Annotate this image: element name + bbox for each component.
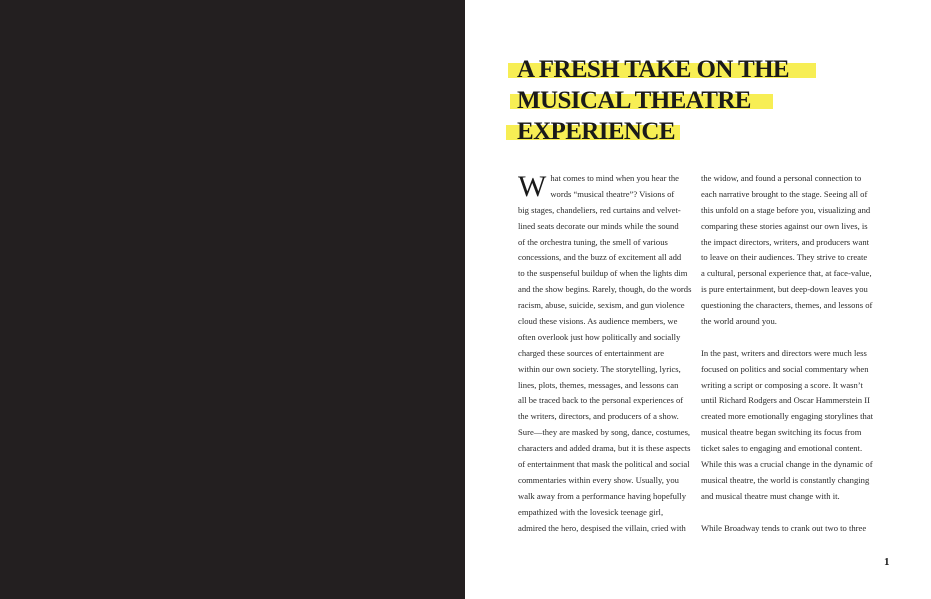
- text-line: commentaries within every show. Usually, you: [518, 474, 679, 485]
- title-text: MUSICAL THEATRE: [517, 87, 751, 114]
- text-line: often overlook just how politically and socially: [518, 331, 681, 342]
- text-line: and musical theatre must change with it.: [701, 490, 840, 501]
- text-line: to leave on their audiences. They strive to create: [701, 252, 868, 263]
- text-line: empathized with the lovesick teenage girl,: [518, 506, 664, 517]
- text-line: until Richard Rodgers and Oscar Hammerstein II: [701, 395, 870, 406]
- text-line: each narrative brought to the stage. Seeing all of: [701, 188, 868, 199]
- text-line: While Broadway tends to crank out two to three: [701, 522, 867, 533]
- title-text: EXPERIENCE: [517, 118, 675, 145]
- text-line: charged these sources of entertainment are: [518, 347, 665, 358]
- title-text: A FRESH TAKE ON THE: [517, 56, 790, 83]
- text-line: big stages, chandeliers, red curtains and velvet-: [518, 204, 681, 215]
- text-line: the writers, directors, and producers of a show.: [518, 411, 679, 422]
- paragraph-gap: [701, 330, 873, 346]
- text-line: racism, abuse, suicide, sexism, and gun violence: [518, 300, 685, 311]
- text-line: While this was a crucial change in the dynamic of: [701, 459, 873, 470]
- text-line: musical theatre began switching its focus from: [701, 427, 862, 438]
- text-line: is pure entertainment, but deep-down leaves you: [701, 284, 868, 295]
- text-line: of the orchestra tuning, the smell of various: [518, 236, 668, 247]
- text-line: characters and added drama, but it is these aspects: [518, 443, 691, 454]
- text-line: lines, plots, themes, messages, and lessons can: [518, 379, 679, 390]
- article-title: [517, 58, 837, 151]
- text-line: musical theatre, the world is constantly changing: [701, 474, 870, 485]
- text-line: the widow, and found a personal connection to: [701, 173, 862, 183]
- text-line: admired the hero, despised the villain, cried with: [518, 522, 686, 533]
- title-line: [517, 120, 837, 151]
- text-line: created more emotionally engaging storylines that: [701, 411, 874, 422]
- text-line: Sure—they are masked by song, dance, costumes,: [518, 427, 691, 438]
- text-line: the world around you.: [701, 316, 777, 327]
- paragraph-gap: [701, 505, 873, 521]
- body-column-left: [518, 171, 690, 536]
- text-line: ticket sales to engaging and emotional content.: [701, 443, 863, 454]
- drop-cap: W: [518, 170, 547, 203]
- text-line: and the show begins. Rarely, though, do the words: [518, 284, 692, 295]
- text-line: cloud these visions. As audience members, we: [518, 316, 678, 327]
- text-line: walk away from a performance having hopefully: [518, 490, 686, 501]
- title-line: [517, 89, 837, 120]
- text-line: concessions, and the buzz of excitement all add: [518, 252, 682, 263]
- text-line: to the suspenseful buildup of when the lights dim: [518, 268, 688, 279]
- text-line: In the past, writers and directors were much less: [701, 347, 867, 358]
- body-column-right: [701, 171, 873, 536]
- text-line: writing a script or composing a score. It wasn’t: [701, 379, 863, 390]
- text-line: hat comes to mind when you hear the: [550, 173, 679, 183]
- text-line: lined seats decorate our minds while the sound: [518, 220, 679, 231]
- left-dark-panel: [0, 0, 465, 599]
- text-line: within our own society. The storytelling, lyrics,: [518, 363, 681, 374]
- article-page: [465, 0, 931, 599]
- text-line: the impact directors, writers, and producers want: [701, 236, 869, 247]
- text-line: comparing these stories against our own lives, is: [701, 220, 868, 231]
- text-line: words “musical theatre”? Visions of: [550, 188, 675, 199]
- text-line: questioning the characters, themes, and lessons of: [701, 300, 873, 311]
- text-line: this unfold on a stage before you, visualizing and: [701, 204, 871, 215]
- title-line: [517, 58, 837, 89]
- text-line: of entertainment that mask the political and social: [518, 459, 690, 470]
- text-line: all be traced back to the personal experiences of: [518, 395, 684, 406]
- page-number: 1: [884, 556, 890, 568]
- text-line: a cultural, personal experience that, at face-value,: [701, 268, 872, 279]
- text-line: focused on politics and social commentary when: [701, 363, 869, 374]
